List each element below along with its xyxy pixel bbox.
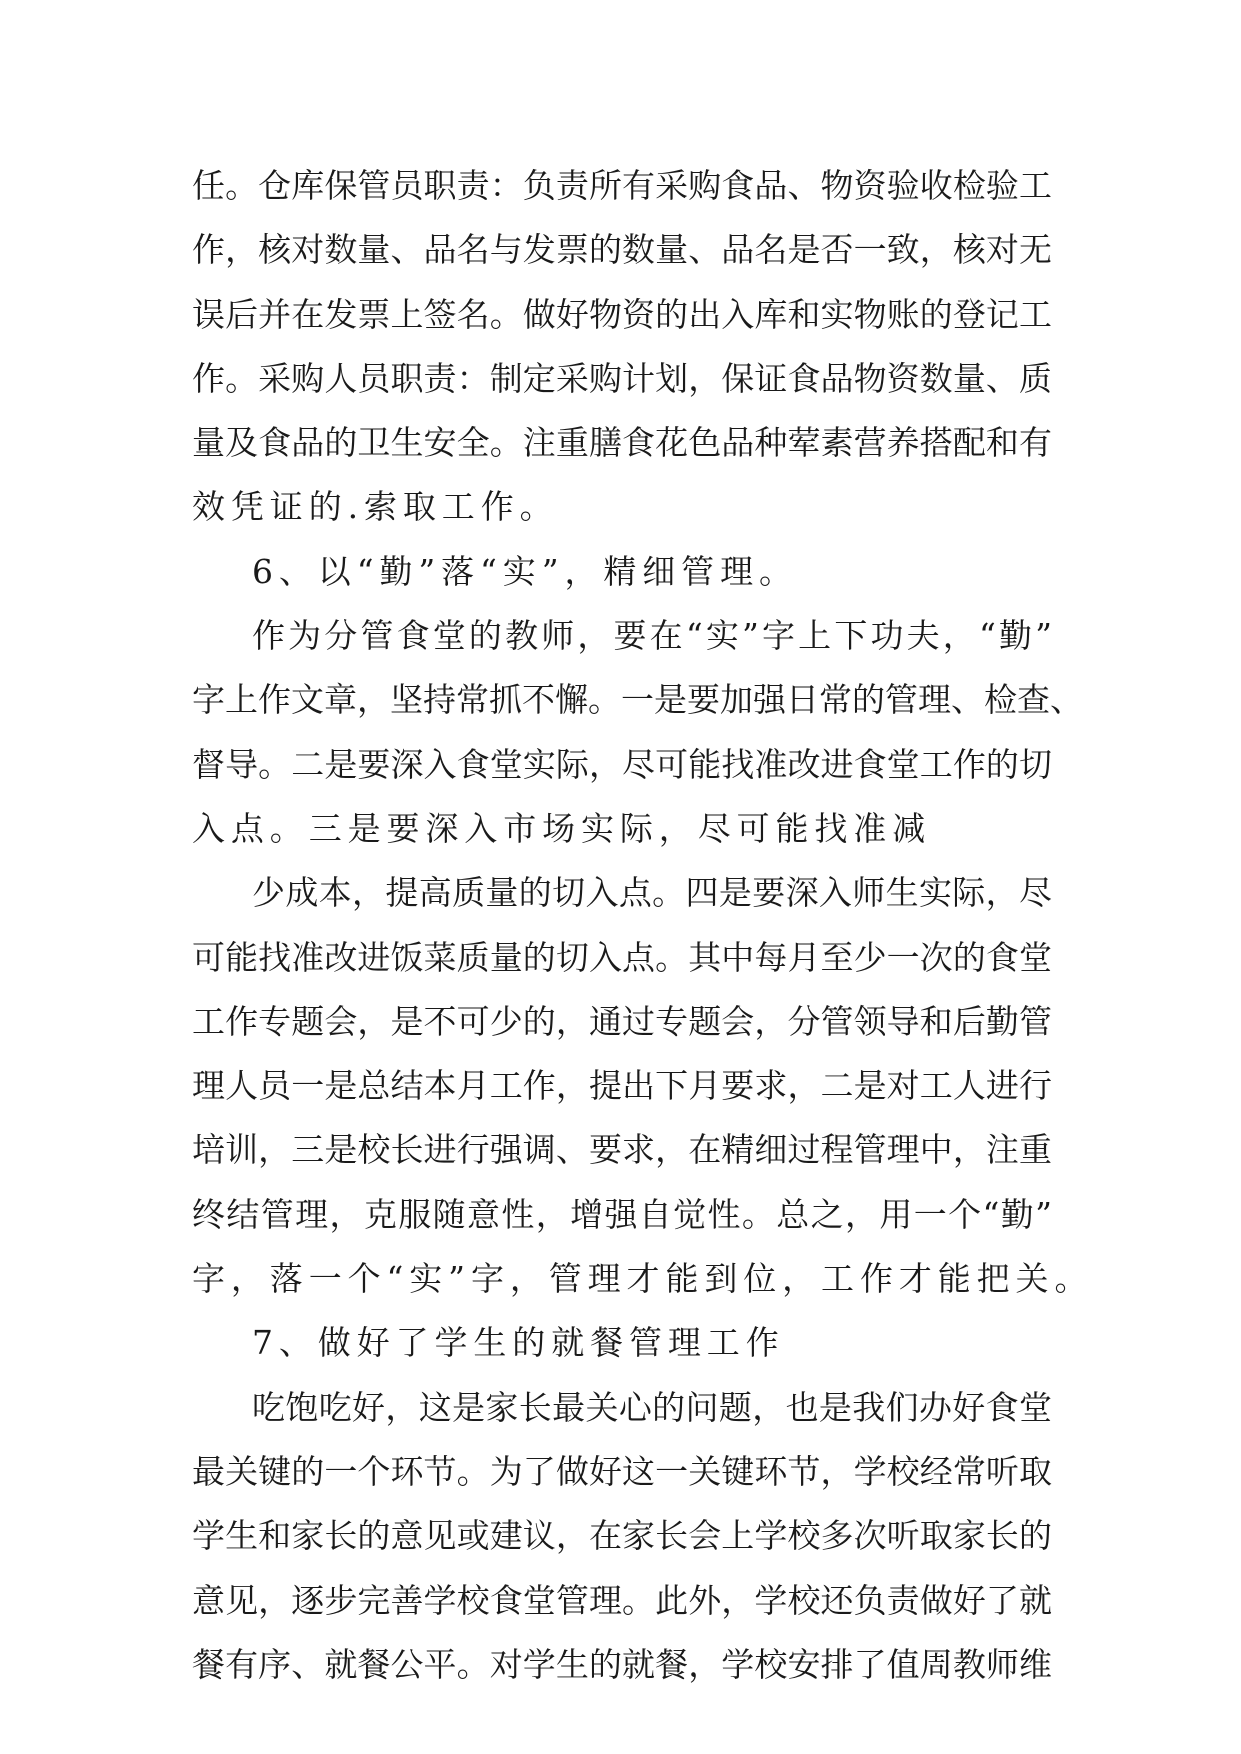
text-line: 终结管理，克服随意性，增强自觉性。总之，用一个“勤” [192,1194,1052,1234]
text-line: 作。采购人员职责：制定采购计划，保证食品物资数量、质 [192,358,1052,398]
text-line: 督导。二是要深入食堂实际，尽可能找准改进食堂工作的切 [192,744,1052,784]
text-line: 可能找准改进饭菜质量的切入点。其中每月至少一次的食堂 [192,937,1052,977]
text-line: 培训，三是校长进行强调、要求，在精细过程管理中，注重 [192,1130,1052,1170]
text-line: 少成本，提高质量的切入点。四是要深入师生实际，尽 [252,873,1052,913]
section-heading: 7、做好了学生的就餐管理工作 [252,1323,785,1363]
text-line: 学生和家长的意见或建议，在家长会上学校多次听取家长的 [192,1516,1052,1556]
text-line: 作为分管食堂的教师，要在“实”字上下功夫，“勤” [252,616,1052,656]
text-line: 餐有序、就餐公平。对学生的就餐，学校安排了值周教师维 [192,1644,1052,1684]
text-line: 量及食品的卫生安全。注重膳食花色品种荤素营养搭配和有 [192,423,1052,463]
text-line: 入点。三是要深入市场实际，尽可能找准减 [192,808,932,848]
text-line: 任。仓库保管员职责：负责所有采购食品、物资验收检验工 [192,166,1052,205]
text-line: 效凭证的.索取工作。 [192,487,559,527]
document-body [192,154,1094,1697]
section-heading: 6、以“勤”落“实”，精细管理。 [252,551,798,591]
text-line: 最关键的一个环节。为了做好这一关键环节，学校经常听取 [192,1451,1052,1491]
text-line: 作，核对数量、品名与发票的数量、品名是否一致，核对无 [192,230,1052,270]
text-line: 意见，逐步完善学校食堂管理。此外，学校还负责做好了就 [192,1580,1052,1620]
text-line: 工作专题会，是不可少的，通过专题会，分管领导和后勤管 [192,1001,1052,1041]
text-line: 字，落一个“实”字，管理才能到位，工作才能把关。 [192,1259,1094,1299]
text-line: 理人员一是总结本月工作，提出下月要求，二是对工人进行 [192,1066,1052,1106]
text-line: 字上作文章，坚持常抓不懈。一是要加强日常的管理、检查、 [192,680,1083,720]
text-line: 误后并在发票上签名。做好物资的出入库和实物账的登记工 [192,294,1052,334]
text-line: 吃饱吃好，这是家长最关心的问题，也是我们办好食堂 [252,1387,1052,1427]
